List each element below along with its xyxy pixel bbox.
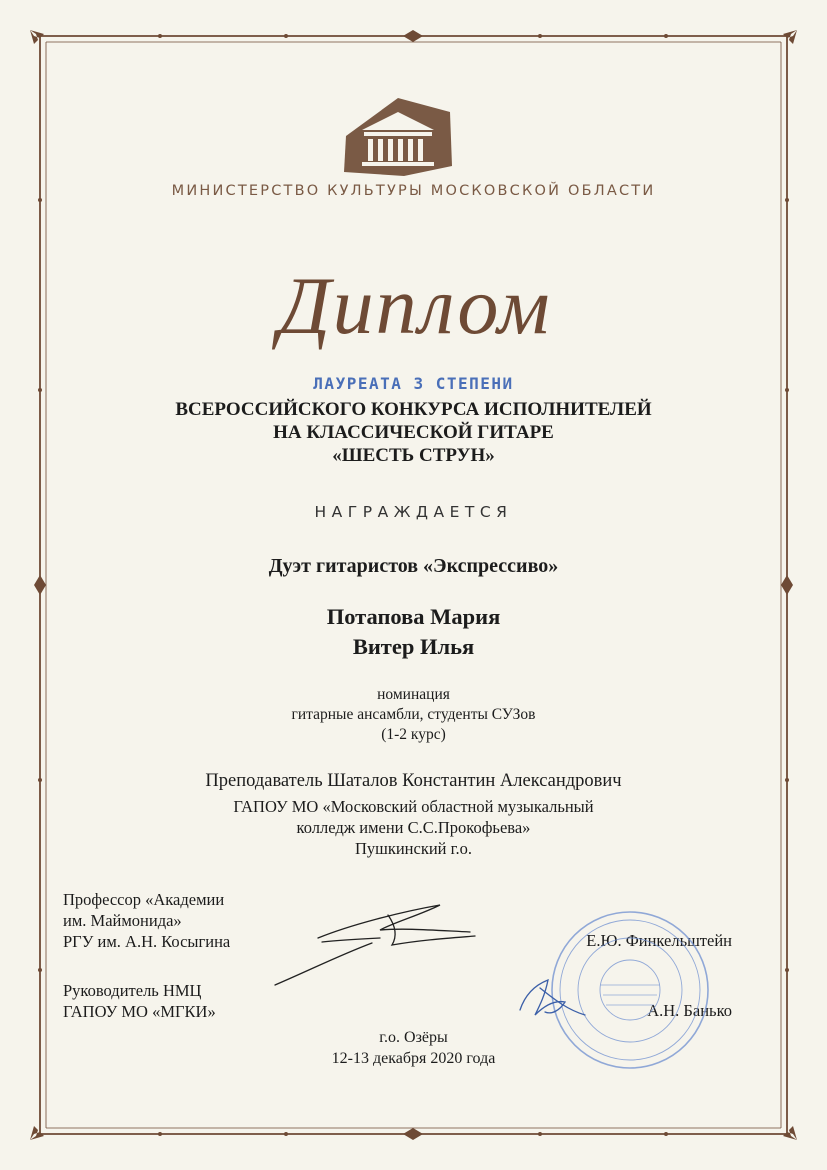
diploma-title [230,258,600,358]
event-date: 12-13 декабря 2020 года [331,1050,496,1067]
nomination-category: гитарные ансамбли, студенты СУЗов [291,706,536,723]
signatory-2-name: А.Н. Банько [647,1001,732,1020]
duet-name: Дуэт гитаристов «Экспрессиво» [268,555,559,577]
nomination-course: (1-2 курс) [381,726,446,743]
event-place: г.о. Озёры [379,1029,448,1046]
contest-line-2: НА КЛАССИЧЕСКОЙ ГИТАРЕ [273,422,554,443]
signatory-2-line-1: Руководитель НМЦ [63,981,202,1000]
signatory-1-title [63,889,230,952]
contest-line-1: ВСЕРОССИЙСКОГО КОНКУРСА ИСПОЛНИТЕЛЕЙ [175,399,652,420]
signatory-1-line-2: им. Маймонида» [63,911,182,930]
signatory-2-line-2: ГАПОУ МО «МГКИ» [63,1002,216,1021]
laureate-degree: ЛАУРЕАТА 3 СТЕПЕНИ [313,374,514,393]
ministry-name: МИНИСТЕРСТВО КУЛЬТУРЫ МОСКОВСКОЙ ОБЛАСТИ [171,183,656,199]
signatory-1-line-3: РГУ им. А.Н. Косыгина [63,932,231,951]
nomination-label: номинация [377,686,450,703]
teacher-name: Преподаватель Шаталов Константин Александрович [205,771,622,791]
signatory-1-line-1: Профессор «Академии [63,890,225,909]
signatory-1-name: Е.Ю. Финкельштейн [586,931,732,950]
teacher-institution-1: ГАПОУ МО «Московский областной музыкальный [233,797,594,816]
diploma-title-text: Диплом [278,260,552,351]
awarded-heading: НАГРАЖДАЕТСЯ [314,503,513,521]
signatory-2-title [63,980,216,1022]
participant-name-2: Витер Илья [352,634,475,659]
participant-name-1: Потапова Мария [326,604,501,629]
teacher-institution-2: колледж имени С.С.Прокофьева» [296,818,531,837]
contest-line-3: «ШЕСТЬ СТРУН» [332,445,495,466]
building-columns-logo-icon [340,96,455,178]
teacher-location: Пушкинский г.о. [354,839,473,858]
